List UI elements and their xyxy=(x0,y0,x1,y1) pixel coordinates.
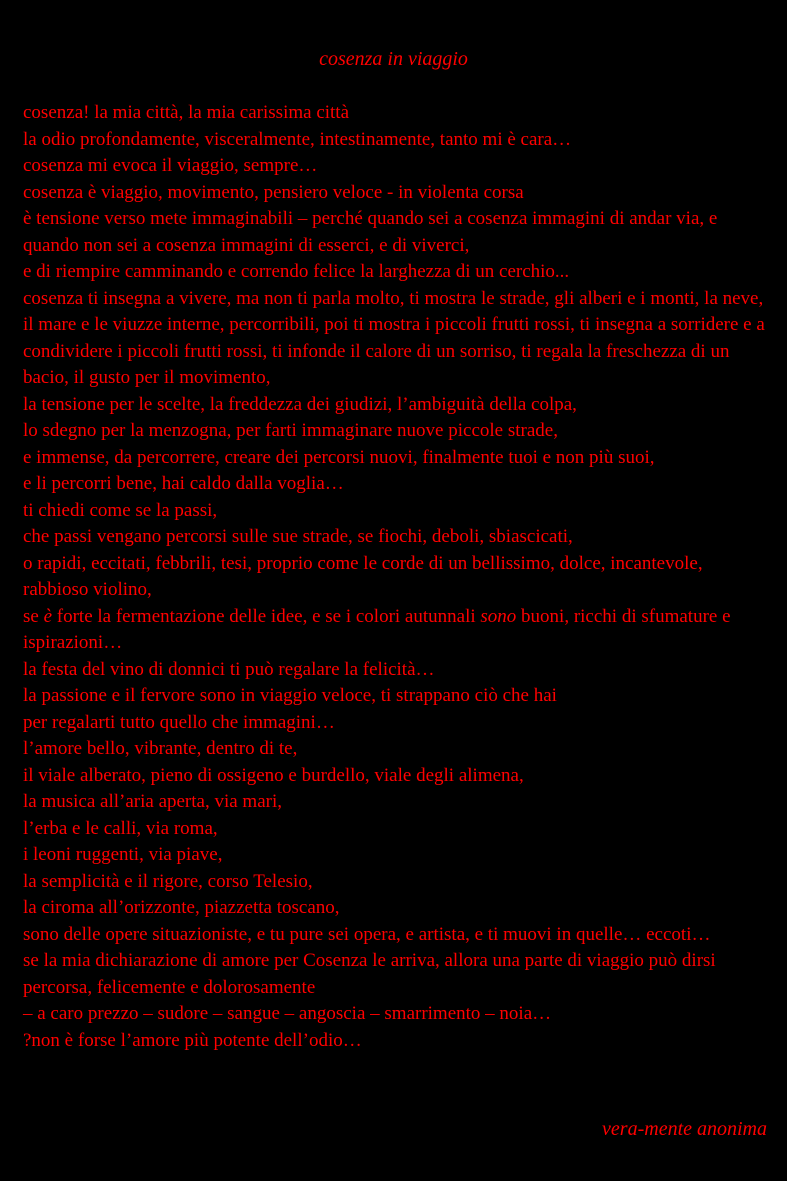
poem-line: cosenza ti insegna a vivere, ma non ti parla molto, ti mostra le strade, gli alberi e i monti, la neve, il mare e le viuzze interne, percorribili, poi ti mostra i piccoli frutti rossi, ti insegna a sorridere e a condividere i piccoli frutti rossi, ti infonde il calore di un sorriso, ti regala la freschezza di un bacio, il gusto per il movimento, xyxy=(23,287,765,388)
poem-line: l’erba e le calli, via roma, xyxy=(23,817,218,839)
poem-signature: vera-mente anonima xyxy=(602,1118,767,1140)
poem-line: cosenza! la mia città, la mia carissima città xyxy=(23,102,350,123)
poem-line: la odio profondamente, visceralmente, intestinamente, tanto mi è cara… xyxy=(23,128,572,150)
poem-line: per regalarti tutto quello che immagini… xyxy=(23,711,335,733)
poem-line: la musica all’aria aperta, via mari, xyxy=(23,791,283,812)
poem-line-text: forte la fermentazione delle idee, e se i colori autunnali xyxy=(52,605,481,627)
poem-title: cosenza in viaggio xyxy=(319,48,468,70)
poem-line: il viale alberato, pieno di ossigeno e burdello, viale degli alimena, xyxy=(23,764,524,786)
poem-line: la tensione per le scelte, la freddezza dei giudizi, l’ambiguità della colpa, xyxy=(23,393,577,415)
poem-line: la ciroma all’orizzonte, piazzetta toscano, xyxy=(23,897,340,918)
poem-line: l’amore bello, vibrante, dentro di te, xyxy=(23,738,298,759)
poem-line: ?non è forse l’amore più potente dell’odio… xyxy=(23,1029,362,1051)
poem-line-italic: sono xyxy=(480,605,517,627)
poem-line: lo sdegno per la menzogna, per farti immaginare nuove piccole strade, xyxy=(23,420,558,441)
poem-line: è tensione verso mete immaginabili – perché quando sei a cosenza immagini di andar via, e quando non sei a cosenza immagini di esserci, e di viverci, xyxy=(23,208,718,256)
poem-line: sono delle opere situazioniste, e tu pure sei opera, e artista, e ti muovi in quelle… eccoti… xyxy=(23,923,711,945)
poem-line: se la mia dichiarazione di amore per Cosenza le arriva, allora una parte di viaggio può dirsi percorsa, felicemente e dolorosamente xyxy=(23,950,716,998)
poem-line: o rapidi, eccitati, febbrili, tesi, proprio come le corde di un bellissimo, dolce, incantevole, rabbioso violino, xyxy=(23,552,703,600)
poem-line-text: se xyxy=(23,605,44,627)
poem-line-italic: è xyxy=(43,605,53,627)
poem-line: la passione e il fervore sono in viaggio veloce, ti strappano ciò che hai xyxy=(23,685,557,706)
poem-line-mixed xyxy=(23,604,767,657)
poem-line: i leoni ruggenti, via piave, xyxy=(23,844,223,865)
poem-line: cosenza mi evoca il viaggio, sempre… xyxy=(23,155,318,176)
poem-line: e li percorri bene, hai caldo dalla voglia… xyxy=(23,473,344,494)
poem-body xyxy=(23,100,767,1054)
poem-line-text: buoni, ricchi di sfumature e ispirazioni… xyxy=(23,605,731,653)
poem-line: ti chiedi come se la passi, xyxy=(23,499,218,521)
poem-line: – a caro prezzo – sudore – sangue – angoscia – smarrimento – noia… xyxy=(23,1003,552,1024)
poem-line: cosenza è viaggio, movimento, pensiero veloce - in violenta corsa xyxy=(23,181,524,203)
poem-line: la festa del vino di donnici ti può regalare la felicità… xyxy=(23,658,435,680)
poem-line: e immense, da percorrere, creare dei percorsi nuovi, finalmente tuoi e non più suoi, xyxy=(23,446,655,468)
poem-line: e di riempire camminando e correndo felice la larghezza di un cerchio... xyxy=(23,261,570,282)
poem-line: la semplicità e il rigore, corso Telesio, xyxy=(23,870,313,892)
poem-line: che passi vengano percorsi sulle sue strade, se fiochi, deboli, sbiascicati, xyxy=(23,526,573,547)
